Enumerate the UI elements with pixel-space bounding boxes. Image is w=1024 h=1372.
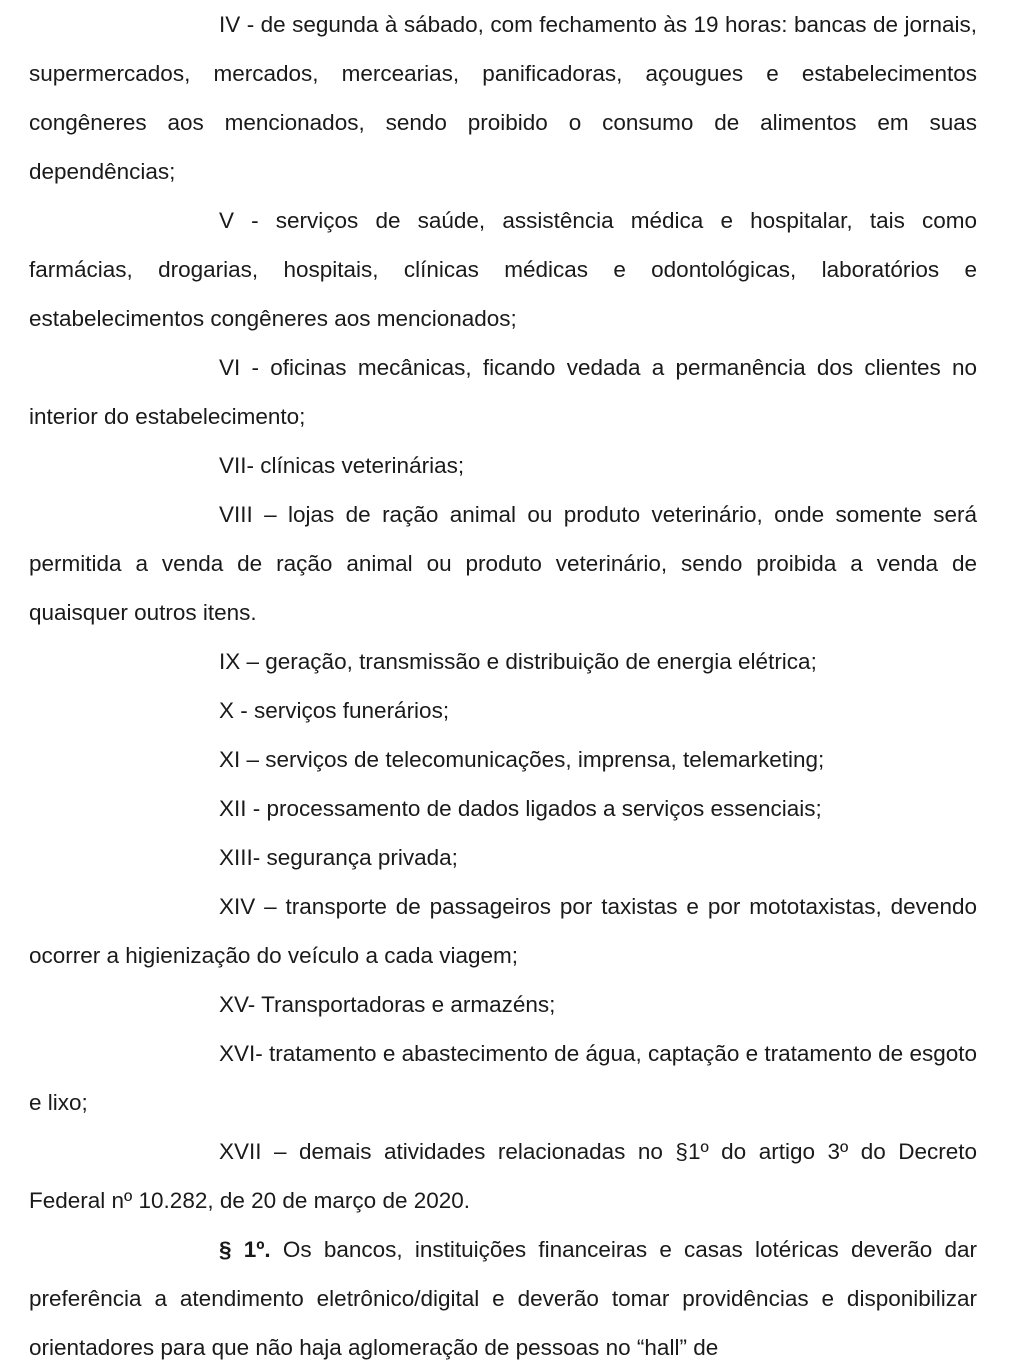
item-x: X - serviços funerários; xyxy=(219,698,450,723)
item-xiv: XIV – transporte de passageiros por taxistas e por mototaxistas, devendo ocorrer a higienização do veículo a cada viagem; xyxy=(29,894,977,968)
item-viii: VIII – lojas de ração animal ou produto veterinário, onde somente será permitida a venda de ração animal ou produto veterinário, sendo proibida a venda de quaisquer outros itens. xyxy=(29,502,977,625)
item-xvii: XVII – demais atividades relacionadas no §1º do artigo 3º do Decreto Federal nº 10.282, de 20 de março de 2020. xyxy=(29,1139,977,1213)
item-xv: XV- Transportadoras e armazéns; xyxy=(219,992,556,1017)
document-page xyxy=(29,0,977,1372)
item-xi: XI – serviços de telecomunicações, imprensa, telemarketing; xyxy=(219,747,825,772)
item-xiii: XIII- segurança privada; xyxy=(219,845,458,870)
item-vii: VII- clínicas veterinárias; xyxy=(219,453,465,478)
paragraph-1 xyxy=(29,1225,977,1372)
item-vi: VI - oficinas mecânicas, ficando vedada a permanência dos clientes no interior do estabelecimento; xyxy=(29,355,977,429)
item-v: V - serviços de saúde, assistência médica e hospitalar, tais como farmácias, drogarias, hospitais, clínicas médicas e odontológicas, laboratórios e estabelecimentos congêneres aos mencionados; xyxy=(29,208,977,331)
item-xvi: XVI- tratamento e abastecimento de água, captação e tratamento de esgoto e lixo; xyxy=(29,1041,977,1115)
item-xii: XII - processamento de dados ligados a serviços essenciais; xyxy=(219,796,822,821)
item-ix: IX – geração, transmissão e distribuição de energia elétrica; xyxy=(219,649,817,674)
paragraph-1-label: § 1º. xyxy=(219,1237,271,1262)
item-iv: IV - de segunda à sábado, com fechamento às 19 horas: bancas de jornais, supermercados, mercados, mercearias, panificadoras, açougues e estabelecimentos congêneres aos mencionados, sendo proibido o consumo de alimentos em suas dependências; xyxy=(29,12,977,184)
paragraph-1-text: Os bancos, instituições financeiras e casas lotéricas deverão dar preferência a atendimento eletrônico/digital e deverão tomar providências e disponibilizar orientadores para que não haja aglomeração de pessoas no “hall” de xyxy=(29,1237,977,1360)
